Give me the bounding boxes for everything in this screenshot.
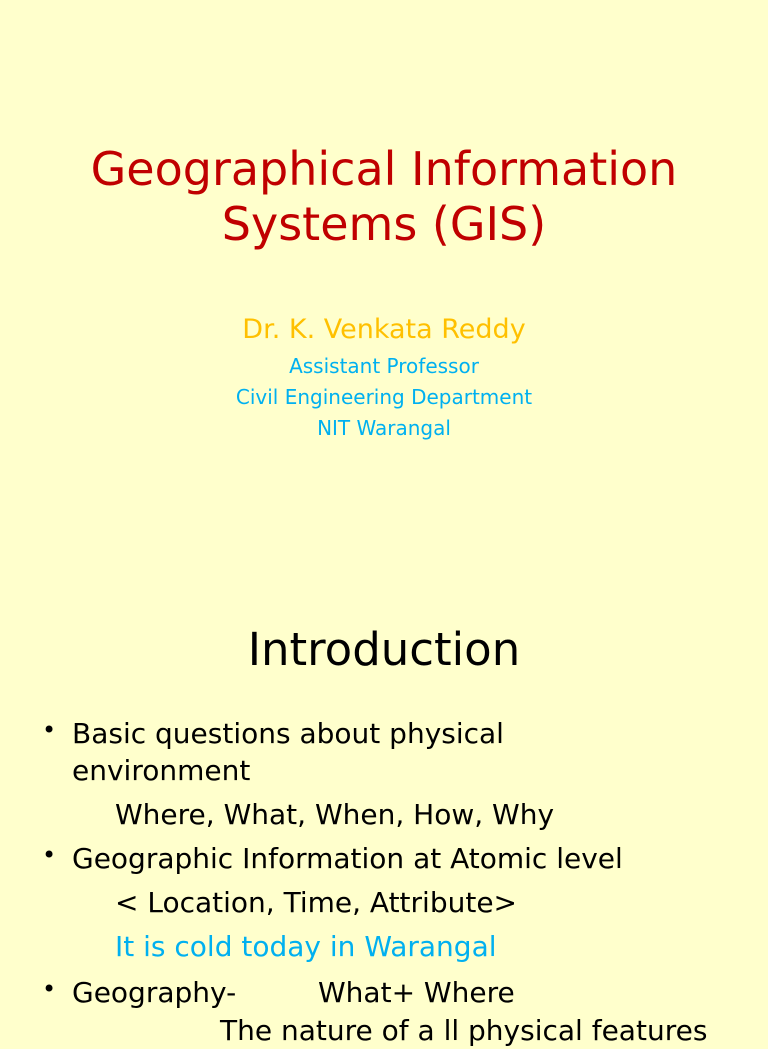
slide-title [0,142,768,252]
author-name: Dr. K. Venkata Reddy [242,314,526,345]
author-position: Assistant Professor [289,354,479,378]
bullet-3-label: Geography- [72,976,237,1009]
slide-title-line-1: Geographical Information [90,142,678,196]
sub-item-tuple: < Location, Time, Attribute> [115,886,518,919]
sub-item-example: It is cold today in Warangal [115,930,497,963]
introduction-slide [0,576,768,1047]
bullet-1-line-1: Basic questions about physical [72,717,504,750]
bullet-marker: • [42,716,57,744]
sub-item-partial: The nature of a ll physical features [220,1014,708,1047]
bullet-3-value: What+ Where [318,976,515,1009]
sub-item-questions: Where, What, When, How, Why [115,798,555,831]
bullet-2: Geographic Information at Atomic level [72,842,623,875]
bullet-marker: • [42,841,57,869]
slide-title-line-2: Systems (GIS) [221,197,547,251]
bullet-1-line-2: environment [72,754,251,787]
introduction-title: Introduction [247,623,521,676]
author-institution: NIT Warangal [317,416,451,440]
bullet-marker: • [42,975,57,1003]
author-department: Civil Engineering Department [235,385,533,409]
